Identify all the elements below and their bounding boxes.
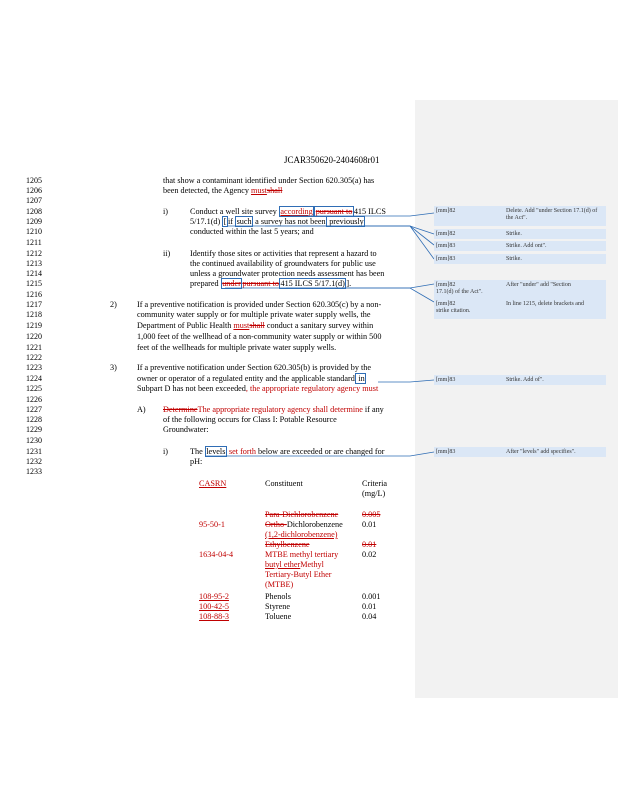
comment-author: [mm]83 xyxy=(436,449,456,455)
line-number: 1212 xyxy=(26,249,42,258)
table-cell: MTBE methyl tertiary xyxy=(265,550,339,559)
text-run: Department of Public Health xyxy=(137,321,234,330)
inserted-text: set forth xyxy=(226,447,256,456)
document-header: JCAR350620-2404608r01 xyxy=(284,155,380,165)
marked-text[interactable]: levels xyxy=(206,447,226,456)
connector-line xyxy=(290,213,434,216)
comment-text: Strike. xyxy=(506,256,522,262)
inserted-text: must xyxy=(250,186,267,195)
connector-line xyxy=(340,226,434,259)
inserted-text: butyl ether xyxy=(265,560,301,569)
text-run: 5/17.1(d) xyxy=(190,217,223,226)
text-line: pH: xyxy=(190,457,203,466)
deleted-text: Determine xyxy=(163,405,198,414)
comment-bubble[interactable] xyxy=(434,229,606,239)
table-cell: 0.01 xyxy=(362,602,377,611)
marked-text[interactable]: 415 ILCS 5/17.1(d) xyxy=(280,279,345,288)
marked-text[interactable]: previously xyxy=(327,217,364,226)
list-marker: i) xyxy=(163,447,169,456)
table-cell: 108-88-3 xyxy=(199,612,230,621)
text-run: The xyxy=(190,447,205,456)
comment-text: Delete. Add "under Section 17.1(d) of the Act". xyxy=(506,208,598,221)
line-number: 1213 xyxy=(26,259,42,268)
line-number: 1220 xyxy=(26,332,42,341)
list-marker: i) xyxy=(163,207,169,216)
line-number: 1211 xyxy=(26,238,42,247)
text-line: unless a groundwater protection needs assessment has been xyxy=(190,269,385,278)
table-cell: 100-42-5 xyxy=(199,602,230,611)
bracket-text[interactable]: [ xyxy=(223,217,227,226)
inserted-text: , the appropriate regulatory agency must xyxy=(245,384,379,393)
comment-author: [mm]83 xyxy=(436,256,456,262)
text-line: If a preventive notification is provided under Section 620.305(c) by a non- xyxy=(137,300,382,309)
table-cell: Ethylbenzene xyxy=(265,540,310,549)
table-cell: (1,2-dichlorobenzene) xyxy=(265,530,338,539)
comment-author: [mm]83 xyxy=(436,243,456,249)
text-line: Identify those sites or activities that represent a hazard to xyxy=(190,249,377,258)
table-cell: 0.01 xyxy=(362,520,377,529)
line-number: 1232 xyxy=(26,457,42,466)
line-number: 1214 xyxy=(26,269,42,278)
text-run: Subpart D has not been exceeded xyxy=(137,384,246,393)
comment-text: After "under" add "Section xyxy=(506,282,571,288)
deleted-text: shall xyxy=(266,186,283,195)
line-number: 1224 xyxy=(26,374,42,383)
line-number: 1229 xyxy=(26,425,42,434)
text-run: conduct a sanitary survey within xyxy=(264,321,374,330)
table-cell: 0.01 xyxy=(362,540,377,549)
table-cell: Para-Dichlorobenzene xyxy=(265,510,339,519)
line-number: 1222 xyxy=(26,353,42,362)
comment-text: In line 1215, delete brackets and xyxy=(506,301,584,307)
list-marker: ii) xyxy=(163,249,171,258)
comment-bubble[interactable] xyxy=(434,280,606,299)
text-line: the continued availability of groundwaters for public use xyxy=(190,259,376,268)
table-cell: 0.001 xyxy=(362,592,381,601)
line-number: 1215 xyxy=(26,279,42,288)
line-number: 1228 xyxy=(26,415,42,424)
line-number: 1226 xyxy=(26,395,42,404)
marked-text[interactable]: such xyxy=(236,217,252,226)
comment-author: [mm]82 xyxy=(436,231,456,237)
list-marker: 2) xyxy=(110,300,117,309)
text-line: of the following occurs for Class I: Potable Resource xyxy=(163,415,337,424)
marked-text[interactable]: in xyxy=(356,374,365,383)
connector-line xyxy=(228,226,434,234)
comment-bubble[interactable] xyxy=(434,375,606,385)
line-number: 1227 xyxy=(26,405,42,414)
table-header-units: (mg/L) xyxy=(362,489,386,498)
comment-author: [mm]82 xyxy=(436,208,456,214)
inserted-text: Methyl xyxy=(300,560,324,569)
table-cell: 1634-04-4 xyxy=(199,550,234,559)
text-run: if any xyxy=(362,405,384,414)
list-marker: 3) xyxy=(110,363,117,372)
deleted-text: Ortho- xyxy=(265,520,287,529)
comment-author: [mm]82 xyxy=(436,282,456,288)
comment-author: [mm]83 xyxy=(436,377,456,383)
text-line: Groundwater: xyxy=(163,425,209,434)
line-number: 1233 xyxy=(26,467,42,476)
comment-text: Strike. Add ont". xyxy=(506,243,547,249)
comment-bubble[interactable] xyxy=(434,206,606,226)
line-number: 1208 xyxy=(26,207,42,216)
table-cell: Phenols xyxy=(265,592,291,601)
deleted-text[interactable]: under xyxy=(222,279,241,288)
text-line: that show a contaminant identified under Section 620.305(a) has xyxy=(163,176,375,185)
table-cell: 0.04 xyxy=(362,612,377,621)
inserted-text: must xyxy=(233,321,250,330)
comment-text: After "levels" add specifies". xyxy=(506,449,576,455)
comment-text: Strike. Add of". xyxy=(506,377,544,383)
connector-line xyxy=(205,452,434,456)
list-marker: A) xyxy=(137,405,146,414)
text-run: Conduct a well site survey xyxy=(190,207,279,216)
table-cell: 108-95-2 xyxy=(199,592,230,601)
text-line: 1,000 feet of the wellhead of a non-community water supply or within 500 xyxy=(137,332,382,341)
line-number: 1205 xyxy=(26,176,42,185)
comment-bubble[interactable] xyxy=(434,447,606,457)
line-number: 1223 xyxy=(26,363,42,372)
connector-line xyxy=(225,284,434,288)
deleted-text: pursuant to xyxy=(242,279,279,288)
inserted-text[interactable]: according xyxy=(280,207,313,216)
text-run: prepared xyxy=(190,279,221,288)
line-number: 1218 xyxy=(26,310,42,319)
line-number: 1216 xyxy=(26,290,42,299)
table-cell: Tertiary-Butyl Ether xyxy=(265,570,332,579)
table-cell: 0.02 xyxy=(362,550,377,559)
comment-text: 17.1(d) of the Act". xyxy=(436,289,483,295)
line-number: 1231 xyxy=(26,447,42,456)
comment-bubble[interactable] xyxy=(434,241,606,251)
line-number: 1209 xyxy=(26,217,42,226)
line-number: 1206 xyxy=(26,186,42,195)
line-number: 1225 xyxy=(26,384,42,393)
deleted-text[interactable]: pursuant to xyxy=(315,207,353,216)
connector-line xyxy=(286,288,434,302)
line-number: 1210 xyxy=(26,227,42,236)
table-header-casrn: CASRN xyxy=(199,479,227,488)
table-header-constituent: Constituent xyxy=(265,479,303,488)
text-run: below are exceeded or are changed for xyxy=(256,447,385,456)
line-number: 1219 xyxy=(26,321,42,330)
text-line: feet of the wellheads for multiple private water supply wells. xyxy=(137,343,337,352)
text-line: conducted within the last 5 years; and xyxy=(190,227,314,236)
table-cell: Styrene xyxy=(265,602,291,611)
table-header-criteria: Criteria xyxy=(362,479,388,488)
line-number: 1207 xyxy=(26,196,42,205)
table-cell: 0.005 xyxy=(362,510,381,519)
connector-line xyxy=(265,226,434,245)
deleted-text: shall xyxy=(249,321,265,330)
text-run: Dichlorobenzene xyxy=(286,520,343,529)
comment-text: Strike. xyxy=(506,231,522,237)
line-number: 1221 xyxy=(26,343,42,352)
text-run: a survey has not been xyxy=(253,217,326,226)
text-run: been detected, the Agency xyxy=(163,186,251,195)
text-run: ]. xyxy=(346,279,352,288)
comment-author: [mm]82 xyxy=(436,301,456,307)
comment-bubble[interactable] xyxy=(434,299,606,319)
table-cell: 95-50-1 xyxy=(199,520,225,529)
connector-line xyxy=(378,380,434,382)
line-number: 1230 xyxy=(26,436,42,445)
text-line: community water supply or for multiple private water supply wells, the xyxy=(137,310,371,319)
text-run: if xyxy=(228,217,236,226)
text-line: If a preventive notification under Section 620.305(b) is provided by the xyxy=(137,363,371,372)
text-run: 415 ILCS xyxy=(353,207,386,216)
table-cell: Toluene xyxy=(265,612,292,621)
comment-text: strike citation. xyxy=(436,308,471,314)
inserted-text: The appropriate regulatory agency shall determine xyxy=(197,405,363,414)
line-number: 1217 xyxy=(26,300,42,309)
text-run: owner or operator of a regulated entity and the applicable standard xyxy=(137,374,355,383)
comment-bubble[interactable] xyxy=(434,254,606,264)
table-cell: (MTBE) xyxy=(265,580,294,589)
